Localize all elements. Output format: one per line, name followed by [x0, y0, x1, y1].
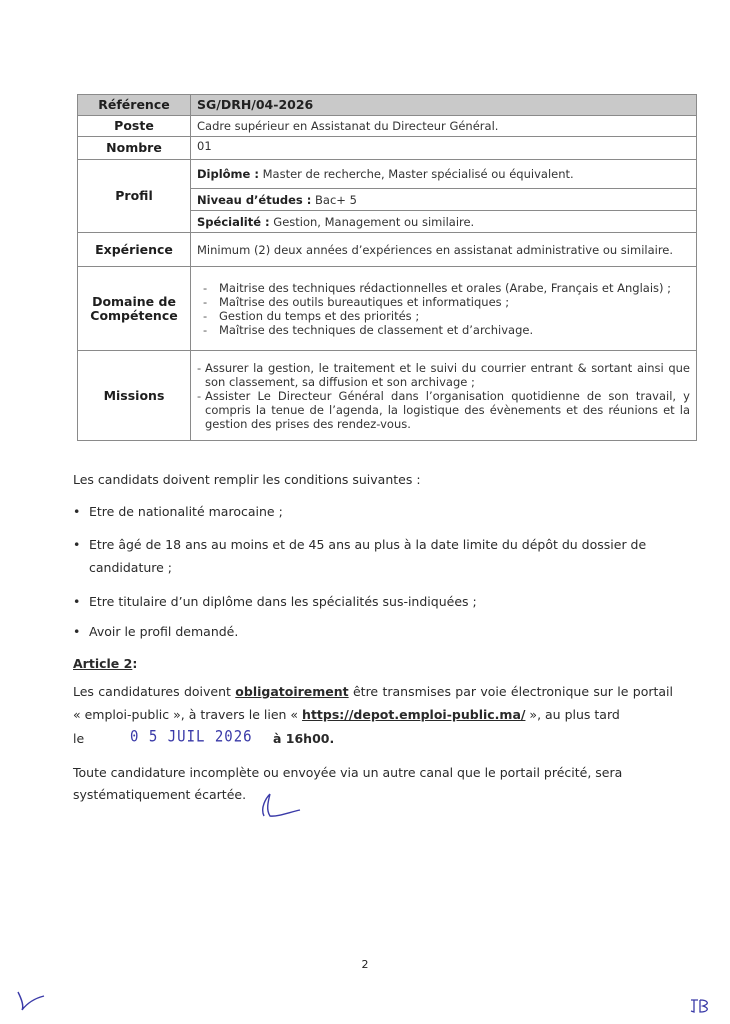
article-2-closing: Toute candidature incomplète ou envoyée via un autre canal que le portail précité, sera systématiquement écartée. [73, 765, 623, 802]
niveau-label: Niveau d’études : [197, 192, 312, 207]
missions-list-cell [191, 351, 697, 441]
article-2-paragraph: Les candidatures doivent obligatoirement être transmises par voie électronique sur le portail « emploi-public », à travers le lien « https://depot.emploi-public.ma/ », au plus tard [73, 684, 673, 722]
bullet-dot: • [73, 624, 81, 639]
condition-item: • Etre de nationalité marocaine ; [73, 500, 673, 523]
poste-label: Poste [78, 116, 191, 137]
missions-label: Missions [78, 351, 191, 441]
competence-item: - Maîtrise des outils bureautiques et informatiques ; [197, 295, 690, 309]
competence-row [78, 267, 697, 351]
competence-label-line2: Compétence [90, 307, 178, 323]
competence-item: - Maîtrise des techniques de classement et d’archivage. [197, 323, 690, 337]
profil-niveau [191, 189, 697, 211]
experience-value: Minimum (2) deux années d’expériences en assistanat administrative ou similaire. [191, 233, 697, 267]
niveau-value: Bac+ 5 [311, 192, 357, 207]
experience-label: Expérience [78, 233, 191, 267]
conditions-intro: Les candidats doivent remplir les conditions suivantes : [73, 472, 421, 487]
deadline-time: à 16h00. [273, 731, 335, 746]
page-number: 2 [361, 958, 369, 971]
competence-label [78, 267, 191, 351]
condition-item: • Etre âgé de 18 ans au moins et de 45 ans au plus à la date limite du dépôt du dossier de candidature ; [73, 533, 673, 579]
date-stamp: 0 5 JUIL 2026 [130, 727, 253, 747]
profil-diplome [191, 160, 697, 189]
corner-initials-left [14, 988, 48, 1012]
diplome-value: Master de recherche, Master spécialisé ou équivalent. [258, 167, 574, 181]
mission-item: - Assister Le Directeur Général dans l’organisation quotidienne de son travail, y compris la tenue de l’agenda, la logistique des évènements et des réunions et la gestion des prises des rendez-vous. [197, 389, 690, 431]
competence-label-line1: Domaine de [92, 293, 176, 309]
condition-item: • Etre titulaire d’un diplôme dans les spécialités sus-indiquées ; [73, 590, 673, 613]
article-2-colon: : [132, 656, 138, 671]
article-2-title: Article 2 [73, 656, 133, 671]
corner-initials-right [688, 996, 716, 1016]
experience-row [78, 233, 697, 267]
profil-row-diplome [78, 160, 697, 189]
reference-value: SG/DRH/04-2026 [191, 95, 697, 116]
diplome-label: Diplôme : [197, 167, 259, 181]
reference-row [78, 95, 697, 116]
poste-row [78, 116, 697, 137]
bullet-dot: • [73, 504, 81, 519]
bullet-dot: • [73, 594, 81, 609]
competence-list [197, 281, 690, 337]
job-spec-table [77, 94, 697, 441]
article-2-heading [73, 656, 673, 671]
reference-label: Référence [78, 95, 191, 116]
nombre-label: Nombre [78, 137, 191, 160]
competence-item: - Maitrise des techniques rédactionnelles et orales (Arabe, Français et Anglais) ; [197, 281, 690, 295]
profil-label: Profil [78, 160, 191, 233]
obligatoirement-emphasis: obligatoirement [235, 684, 349, 699]
initials-signature [256, 790, 306, 820]
specialite-label: Spécialité : [197, 214, 270, 229]
competence-list-cell [191, 267, 697, 351]
nombre-value: 01 [191, 137, 697, 160]
nombre-row [78, 137, 697, 160]
poste-value: Cadre supérieur en Assistanat du Directeur Général. [191, 116, 697, 137]
condition-item: • Avoir le profil demandé. [73, 620, 673, 643]
missions-list [197, 361, 690, 431]
le-word: le [73, 731, 85, 746]
depot-link[interactable]: https://depot.emploi-public.ma/ [302, 707, 526, 722]
bullet-dot: • [73, 537, 81, 552]
mission-item: - Assurer la gestion, le traitement et le suivi du courrier entrant & sortant ainsi que son classement, sa diffusion et son archivage ; [197, 361, 690, 389]
profil-specialite [191, 211, 697, 233]
competence-item: - Gestion du temps et des priorités ; [197, 309, 690, 323]
missions-row [78, 351, 697, 441]
specialite-value: Gestion, Management ou similaire. [269, 214, 475, 229]
